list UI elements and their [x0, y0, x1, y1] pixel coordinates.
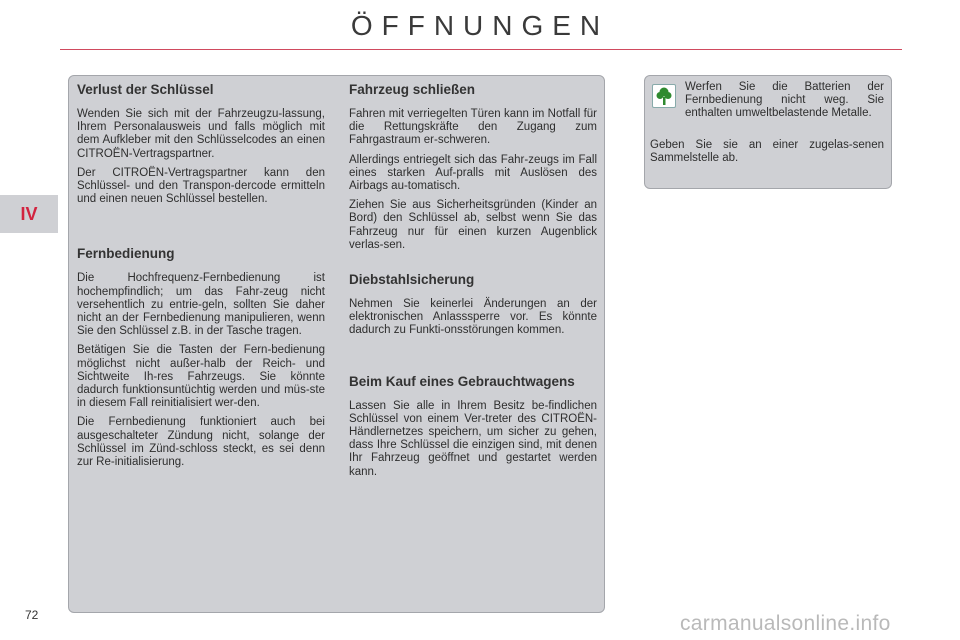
paragraph: Der CITROËN-Vertragspartner kann den Schlüssel- und den Transpon-dercode ermitteln und einen neuen Schlüssel bestellen. [77, 166, 325, 206]
paragraph: Werfen Sie die Batterien der Fernbedienung nicht weg. Sie enthalten umweltbelastende Metalle. [685, 81, 884, 120]
page-number: 72 [25, 608, 39, 622]
paragraph: Geben Sie sie an einer zugelas-senen Sammelstelle ab. [650, 139, 884, 165]
paragraph: Nehmen Sie keinerlei Änderungen an der elektronischen Anlasssperre vor. Es könnte dadurch zu Funkti-onsstörungen kommen. [349, 298, 597, 337]
paragraph: Die Hochfrequenz-Fernbedienung ist hochempfindlich; um das Fahr-zeug nicht versehentlich zu entrie-geln, sollten Sie daher nicht an der Fernbedienung manipulieren, wenn Sie den Schlüssel z.B. in der Tasche tragen. [77, 272, 325, 338]
side-note-text [650, 139, 884, 171]
page-title: ÖFFNUNGEN [350, 10, 610, 41]
environment-note-box [644, 75, 892, 189]
eco-tree-icon [652, 84, 676, 108]
paragraph: Allerdings entriegelt sich das Fahr-zeugs im Fall eines starken Auf-pralls mit Auslösen des Airbags au-tomatisch. [349, 153, 597, 193]
paragraph: Ziehen Sie aus Sicherheitsgründen (Kinder an Bord) den Schlüssel ab, selbst wenn Sie das Fahrzeug nur für einen kurzen Augenblick verlas-sen. [349, 199, 597, 251]
section-title-key-loss: Verlust der Schlüssel [77, 82, 214, 97]
section-title-remote-control: Fernbedienung [77, 246, 175, 262]
main-content-box [68, 75, 605, 613]
side-note-text [685, 81, 884, 127]
title-divider [60, 49, 902, 50]
right-column [349, 82, 597, 485]
section-title-locking-vehicle: Fahrzeug schließen [349, 82, 476, 97]
paragraph: Wenden Sie sich mit der Fahrzeugzu-lassung, Ihrem Personalausweis und falls möglich mit dem Aufkleber mit den Schlüsselcodes an einen CITROËN-Vertragspartner. [77, 108, 325, 160]
chapter-label: IV [20, 203, 38, 224]
left-column [77, 82, 325, 475]
section-title-used-car: Beim Kauf eines Gebrauchtwagens [349, 373, 575, 389]
watermark: carmanualsonline.info [680, 612, 891, 635]
paragraph: Lassen Sie alle in Ihrem Besitz be-findlichen Schlüssel von einem Ver-treter des CITROËN-Händlernetzes speichern, um sicher zu gehen, dass Ihre Schlüssel die einzigen sind, mit denen Ihr Fahrzeug geöffnet und gestartet werden kann. [349, 399, 597, 478]
paragraph: Betätigen Sie die Tasten der Fern-bedienung möglichst nicht außer-halb der Reich- und Sichtweite Ih-res Fahrzeugs. Sie könnte dadurch funktionsuntüchtig werden und müs-ste in diesem Fall reinitialisiert wer-den. [77, 344, 325, 410]
section-title-anti-theft: Diebstahlsicherung [349, 272, 475, 288]
paragraph: Fahren mit verriegelten Türen kann im Notfall für die Rettungskräfte den Zugang zum Fahrgastraum er-schweren. [349, 108, 597, 147]
chapter-tab [0, 195, 58, 233]
paragraph: Die Fernbedienung funktioniert auch bei ausgeschalteter Zündung nicht, solange der Schlüssel im Zünd-schloss steckt, es sei denn zur Re-initialisierung. [77, 416, 325, 469]
